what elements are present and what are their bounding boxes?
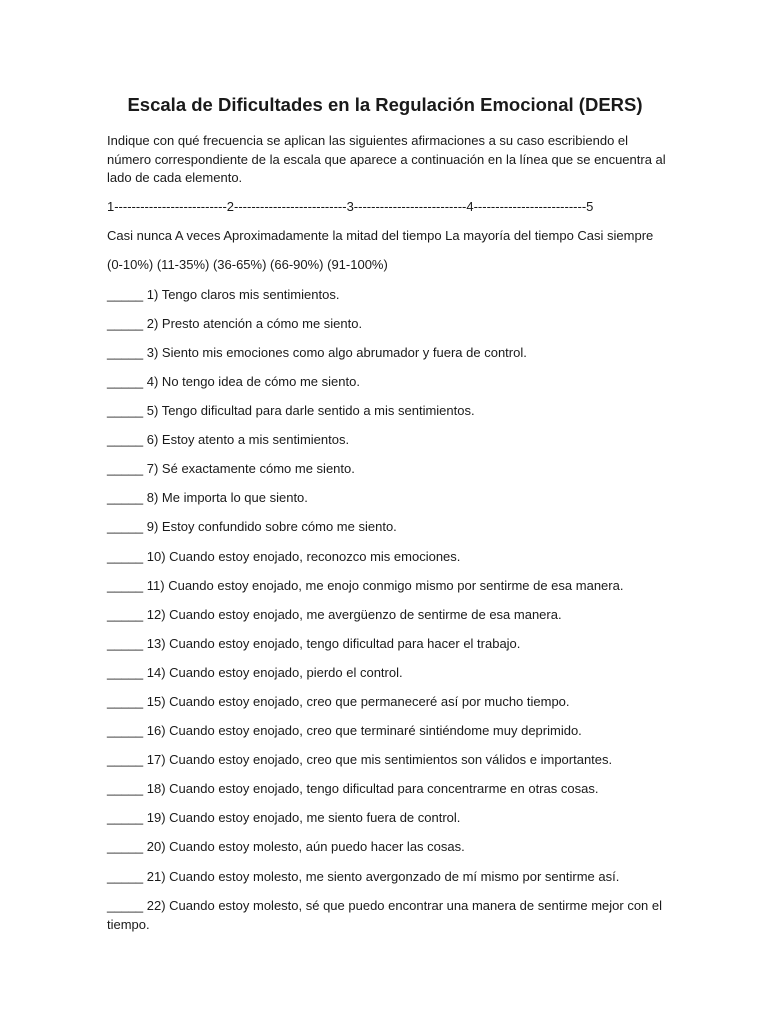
list-item: _____ 9) Estoy confundido sobre cómo me siento. (107, 519, 397, 535)
list-item: _____ 8) Me importa lo que siento. (107, 490, 308, 506)
list-item: _____ 19) Cuando estoy enojado, me siento fuera de control. (107, 810, 461, 826)
list-item: _____ 15) Cuando estoy enojado, creo que permaneceré así por mucho tiempo. (107, 693, 570, 709)
list-item: _____ 3) Siento mis emociones como algo abrumador y fuera de control. (107, 344, 527, 360)
items-list (107, 285, 768, 934)
list-item: _____ 14) Cuando estoy enojado, pierdo el control. (107, 664, 403, 680)
list-item: _____ 13) Cuando estoy enojado, tengo dificultad para hacer el trabajo. (107, 635, 521, 651)
list-item: _____ 16) Cuando estoy enojado, creo que terminaré sintiéndome muy deprimido. (107, 723, 582, 739)
list-item: _____ 17) Cuando estoy enojado, creo que mis sentimientos son válidos e importantes. (107, 752, 613, 768)
list-item: _____ 21) Cuando estoy molesto, me siento avergonzado de mí mismo por sentirme así. (107, 868, 620, 884)
list-item: _____ 22) Cuando estoy molesto, sé que puedo encontrar una manera de sentirme mejor con el tiempo. (107, 897, 663, 932)
instructions-text: Indique con qué frecuencia se aplican las siguientes afirmaciones a su caso escribiendo el número correspondiente de la escala que aparece a continuación en la línea que se encuentra al lado de cada elemento. (107, 133, 666, 186)
scale-line: 1--------------------------2--------------------------3--------------------------4--------------------------5 (107, 199, 594, 215)
list-item: _____ 12) Cuando estoy enojado, me avergüenzo de sentirme de esa manera. (107, 606, 562, 622)
list-item: _____ 18) Cuando estoy enojado, tengo dificultad para concentrarme en otras cosas. (107, 781, 599, 797)
list-item: _____ 6) Estoy atento a mis sentimientos. (107, 432, 350, 448)
list-item: _____ 4) No tengo idea de cómo me siento. (107, 373, 360, 389)
list-item: _____ 7) Sé exactamente cómo me siento. (107, 461, 355, 477)
scale-labels: Casi nunca A veces Aproximadamente la mitad del tiempo La mayoría del tiempo Casi siempre (107, 228, 654, 244)
list-item: _____ 5) Tengo dificultad para darle sentido a mis sentimientos. (107, 403, 475, 419)
list-item: _____ 10) Cuando estoy enojado, reconozco mis emociones. (107, 548, 461, 564)
list-item: _____ 20) Cuando estoy molesto, aún puedo hacer las cosas. (107, 839, 465, 855)
list-item: _____ 11) Cuando estoy enojado, me enojo conmigo mismo por sentirme de esa manera. (107, 577, 624, 593)
list-item: _____ 1) Tengo claros mis sentimientos. (107, 286, 340, 302)
page-title: Escala de Dificultades en la Regulación Emocional (DERS) (127, 94, 643, 115)
list-item: _____ 2) Presto atención a cómo me siento. (107, 315, 363, 331)
scale-percentages: (0-10%) (11-35%) (36-65%) (66-90%) (91-100%) (107, 257, 388, 273)
